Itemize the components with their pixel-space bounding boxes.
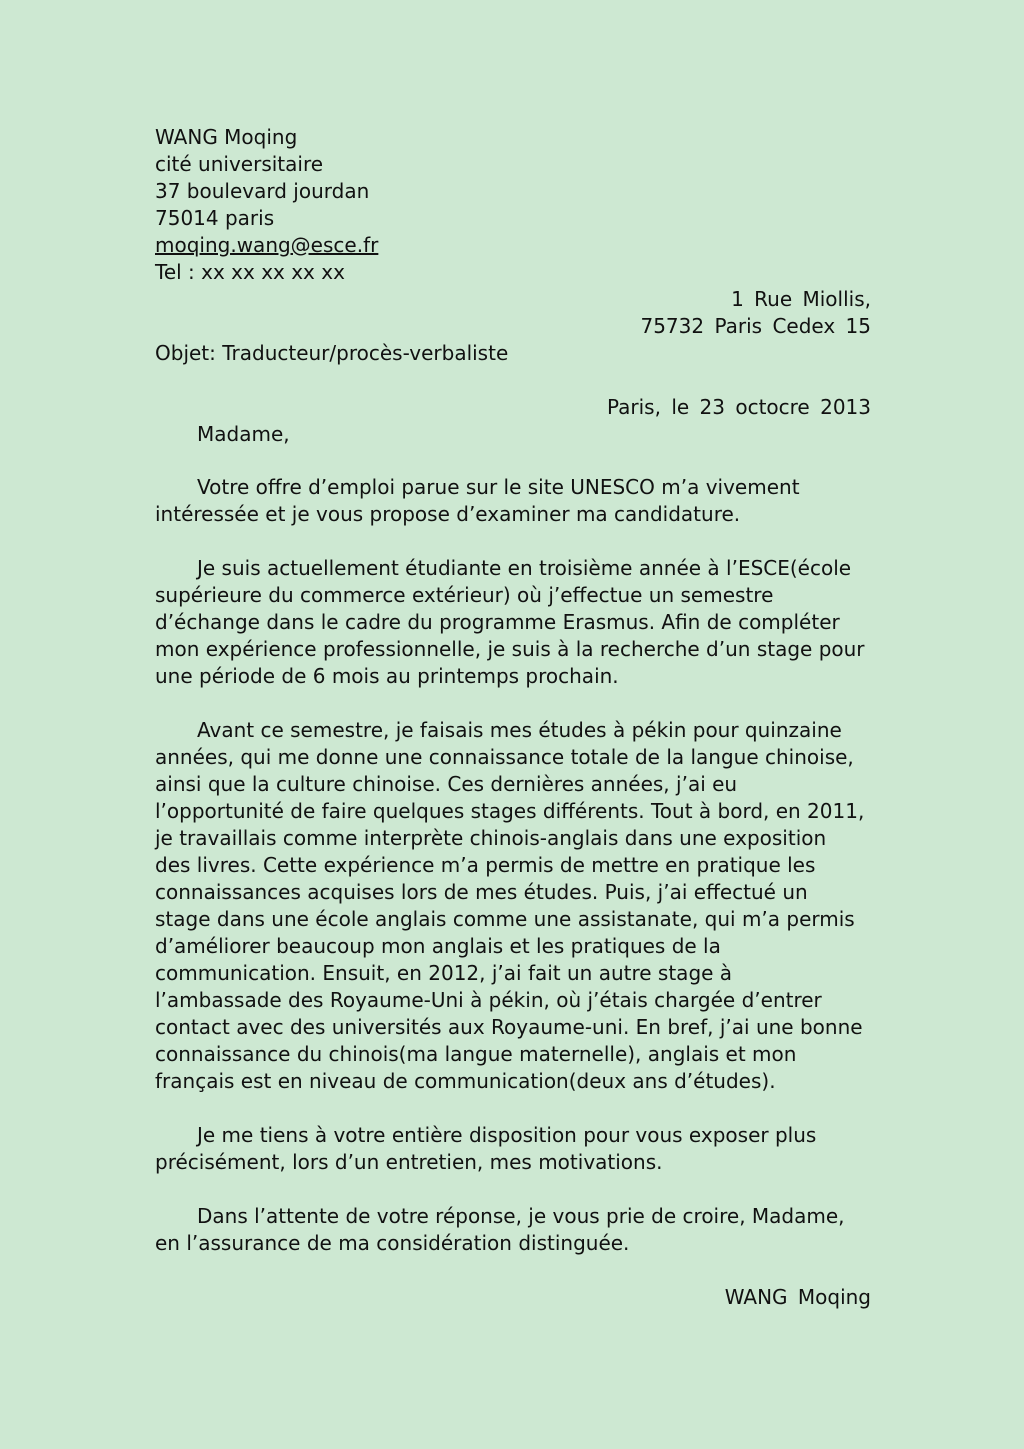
paragraph-line: des livres. Cette expérience m’a permis de mettre en pratique les <box>155 853 816 877</box>
paragraph-line: précisément, lors d’un entretien, mes motivations. <box>155 1150 663 1174</box>
paragraph-line: une période de 6 mois au printemps prochain. <box>155 664 619 688</box>
salutation: Madame, <box>197 422 290 446</box>
paragraph-1 <box>155 474 871 528</box>
recipient-line1: 1 Rue Miollis, <box>731 287 871 311</box>
paragraph-line: mon expérience professionnelle, je suis à la recherche d’un stage pour <box>155 637 865 661</box>
paragraph-line: stage dans une école anglais comme une assistanate, qui m’a permis <box>155 907 855 931</box>
paragraph-line: communication. Ensuit, en 2012, j’ai fait un autre stage à <box>155 961 733 985</box>
paragraph-line: Dans l’attente de votre réponse, je vous prie de croire, Madame, <box>197 1204 845 1228</box>
paragraph-line: Je me tiens à votre entière disposition pour vous exposer plus <box>197 1123 817 1147</box>
paragraph-3 <box>155 717 871 1095</box>
paragraph-4 <box>155 1122 871 1176</box>
paragraph-5 <box>155 1203 871 1257</box>
paragraph-line: contact avec des universités aux Royaume-uni. En bref, j’ai une bonne <box>155 1015 863 1039</box>
paragraph-line: Votre offre d’emploi parue sur le site UNESCO m’a vivement <box>197 475 800 499</box>
sender-address-line1: cité universitaire <box>155 152 324 176</box>
paragraph-line: l’opportunité de faire quelques stages différents. Tout à bord, en 2011, <box>155 799 865 823</box>
paragraph-line: ainsi que la culture chinoise. Ces dernières années, j’ai eu <box>155 772 738 796</box>
recipient-block <box>155 286 871 340</box>
sender-address-line2: 37 boulevard jourdan <box>155 179 370 203</box>
paragraph-line: l’ambassade des Royaume-Uni à pékin, où j’étais chargée d’entrer <box>155 988 822 1012</box>
paragraph-line: d’échange dans le cadre du programme Erasmus. Afin de compléter <box>155 610 840 634</box>
letter-content <box>155 124 871 1311</box>
signature: WANG Moqing <box>724 1285 871 1309</box>
sender-email-link[interactable]: moqing.wang@esce.fr <box>155 233 379 257</box>
paragraph-line: je travaillais comme interprète chinois-anglais dans une exposition <box>155 826 827 850</box>
paragraph-line: d’améliorer beaucoup mon anglais et les pratiques de la <box>155 934 721 958</box>
subject-line: Objet: Traducteur/procès-verbaliste <box>155 341 509 365</box>
paragraph-line: français est en niveau de communication(deux ans d’études). <box>155 1069 776 1093</box>
sender-name: WANG Moqing <box>155 125 298 149</box>
paragraph-line: intéressée et je vous propose d’examiner ma candidature. <box>155 502 741 526</box>
paragraph-line: années, qui me donne une connaissance totale de la langue chinoise, <box>155 745 854 769</box>
sender-block <box>155 124 871 286</box>
paragraph-line: connaissances acquises lors de mes études. Puis, j’ai effectué un <box>155 880 808 904</box>
paragraph-line: connaissance du chinois(ma langue maternelle), anglais et mon <box>155 1042 797 1066</box>
recipient-line2: 75732 Paris Cedex 15 <box>640 314 871 338</box>
paragraph-line: supérieure du commerce extérieur) où j’effectue un semestre <box>155 583 774 607</box>
sender-address-line3: 75014 paris <box>155 206 275 230</box>
sender-phone: Tel : xx xx xx xx xx <box>155 260 345 284</box>
paragraph-line: Avant ce semestre, je faisais mes études à pékin pour quinzaine <box>197 718 842 742</box>
paragraph-line: Je suis actuellement étudiante en troisième année à l’ESCE(école <box>197 556 852 580</box>
date-line: Paris, le 23 octocre 2013 <box>606 395 871 419</box>
paragraph-2 <box>155 555 871 690</box>
paragraph-line: en l’assurance de ma considération distinguée. <box>155 1231 630 1255</box>
